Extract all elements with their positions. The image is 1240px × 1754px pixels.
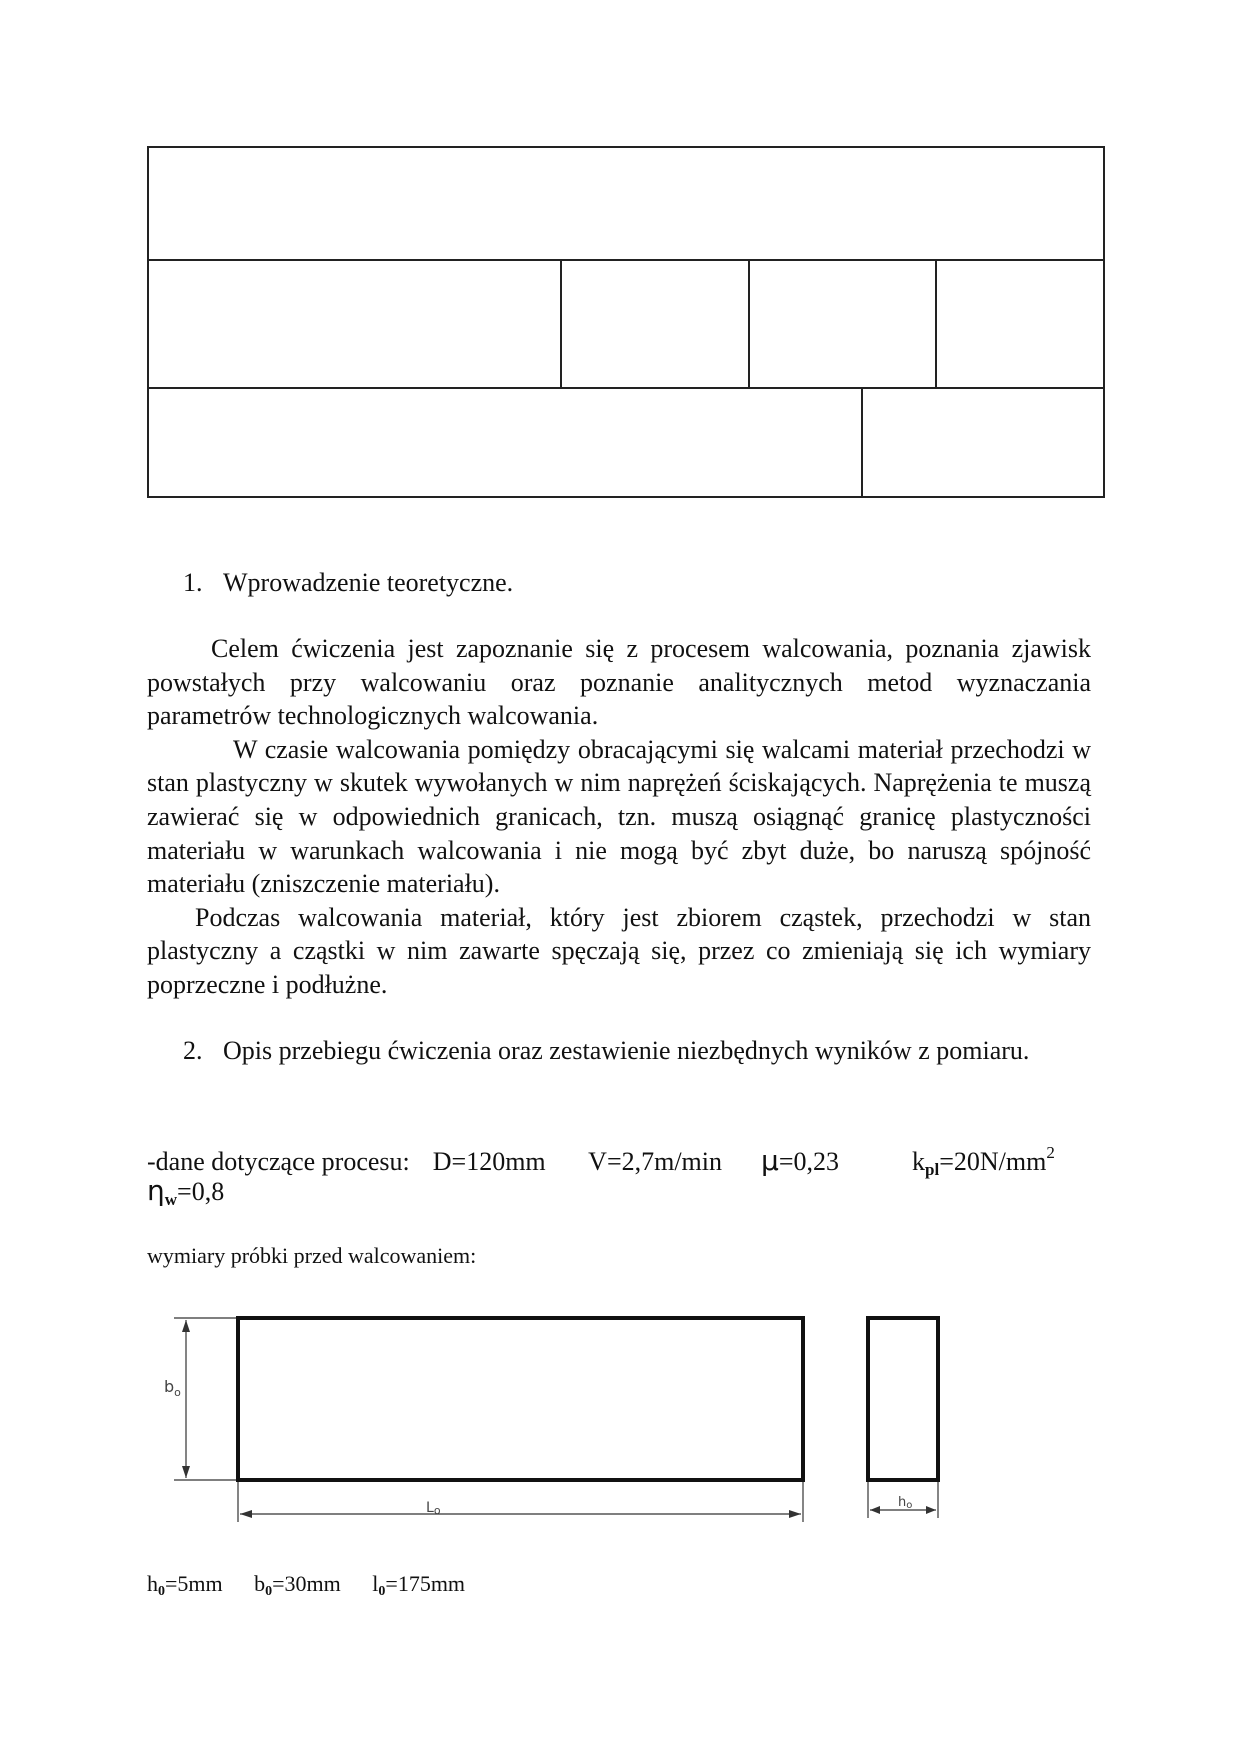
dimension-b (174, 1318, 236, 1480)
dimension-b-value: $b_0=30mm$ (254, 1571, 341, 1599)
sample-side-view (238, 1318, 803, 1480)
process-yield-stress: =20N/mm (939, 1147, 1047, 1176)
mu-symbol: μ (761, 1144, 779, 1177)
sample-caption: wymiary próbki przed walcowaniem: (147, 1243, 477, 1268)
dimension-b-label: $b_o$ (164, 1377, 181, 1399)
dimension-l (238, 1482, 803, 1522)
k-symbol: k (912, 1147, 926, 1176)
paragraph-2: W czasie walcowania pomiędzy obracającymi się walcami materiał przechodzi w stan plastyczny w skutek wywołanych w nim naprężeń ściskających. Naprężenia te muszą zawierać się w odpowiednich granicach, tzn. muszą osiągnąć granicę plastyczności materiału w warunkach walcowania i nie mogą być zbyt duże, bo naruszą spójność materiału (zniszczenie materiału). (147, 734, 1091, 899)
paragraph-3: Podczas walcowania materiał, który jest zbiorem cząstek, przechodzi w stan plastyczny a cząstki w nim zawarte spęczają się, przez co zmieniają się ich wymiary poprzeczne i podłużne. (147, 902, 1091, 999)
sample-cross-section (868, 1318, 938, 1480)
k-superscript: 2 (1046, 1143, 1055, 1162)
section-1-title: Wprowadzenie teoretyczne. (223, 568, 514, 597)
section-2-title: Opis przebiegu ćwiczenia oraz zestawienie niezbędnych wyników z pomiaru. (223, 1036, 1030, 1065)
process-friction: =0,23 (778, 1147, 840, 1176)
dimension-h-label: ho (898, 1495, 913, 1511)
dimension-l-label: Lo (426, 1500, 441, 1517)
process-velocity: V=2,7m/min (588, 1147, 723, 1176)
eta-subscript: w (164, 1190, 178, 1209)
process-efficiency: =0,8 (177, 1177, 225, 1206)
k-subscript: pl (925, 1160, 940, 1179)
eta-symbol: η (147, 1174, 165, 1207)
dimension-h-value: $h_0=5mm$ (147, 1571, 223, 1599)
section-1-number: 1. (183, 568, 203, 597)
sample-dimensions (147, 1571, 491, 1600)
section-2-number: 2. (183, 1036, 203, 1065)
process-label: -dane dotyczące procesu: (147, 1147, 410, 1176)
process-diameter: D=120mm (432, 1147, 546, 1176)
paragraph-1: Celem ćwiczenia jest zapoznanie się z procesem walcowania, poznania zjawisk powstałych przy walcowaniu oraz poznanie analitycznych metod wyznaczania parametrów technologicznych walcowania. (147, 634, 1091, 731)
dimension-l-value: $l_0=175mm$ (372, 1571, 466, 1599)
